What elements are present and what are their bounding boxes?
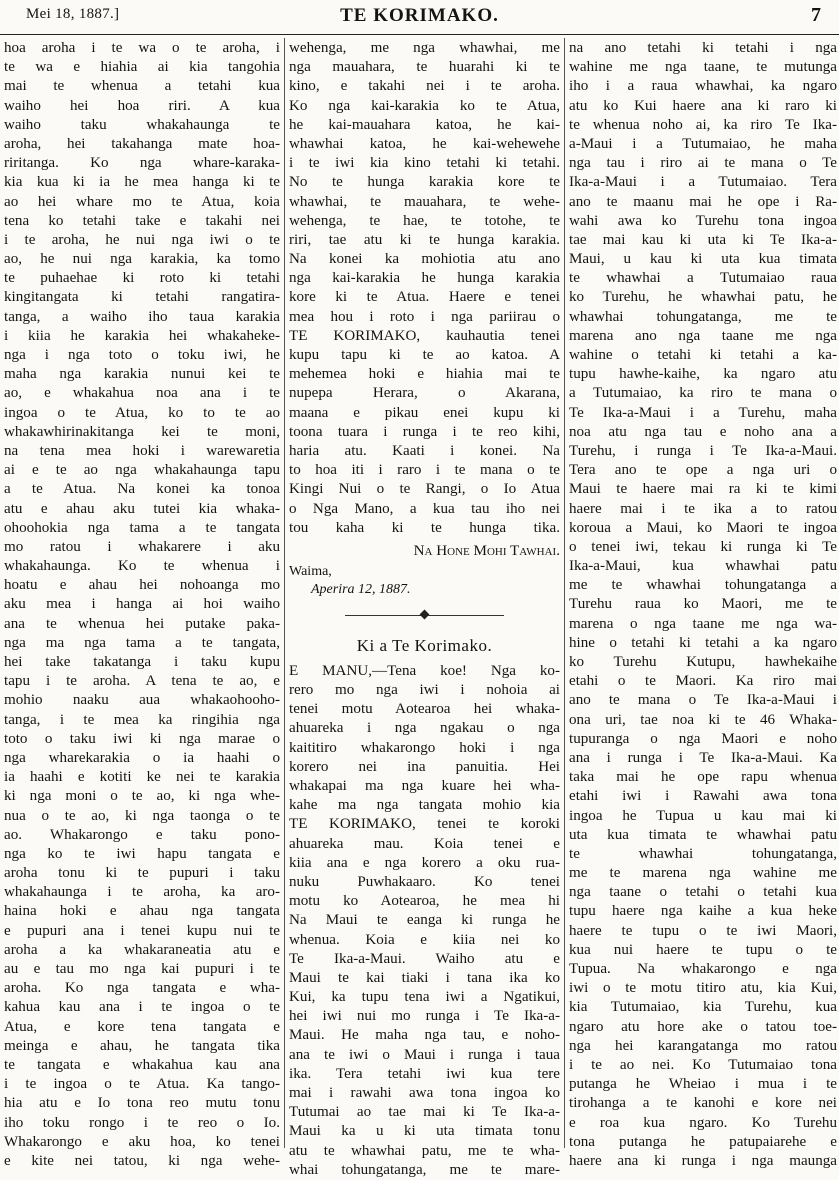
text-line: tupu haere nga kaihe a kua heke xyxy=(569,903,837,920)
text-line: ana i runga i Te Ika-a-Maui. Ka xyxy=(569,749,837,766)
text-line: TE KORIMAKO, kauhautia tenei xyxy=(289,327,560,344)
text-line: No te hunga karakia kore te xyxy=(289,174,560,191)
letter-signature: Na Hone Mohi Tawhai. xyxy=(413,542,560,559)
text-line: aku mea i hanga ai hoi waiho xyxy=(4,596,280,613)
text-line: ao, e whakahua noa ana i te xyxy=(4,385,280,402)
text-line: ona uri, tae noa ki te 46 Whaka- xyxy=(569,711,837,728)
text-line: mohio naaku aua whakaohooho- xyxy=(4,692,280,709)
text-line: whakawhirinakitanga kei te moni, xyxy=(4,423,280,440)
text-line: tona putanga he patupaiarehe e xyxy=(569,1133,837,1150)
column-3 xyxy=(569,39,837,1169)
text-line: haere te tupu o te iwi Maori, xyxy=(569,922,837,939)
text-line: aroha a ka whakaraneatia atu e xyxy=(4,941,280,958)
text-line: ngaro atu hore ake o tatou toe- xyxy=(569,1018,837,1035)
text-line: Tupua. Na whakarongo e nga xyxy=(569,961,837,977)
text-line: ana te iwi o Maui i runga i taua xyxy=(289,1046,560,1063)
text-line: waiho hei hoa riri. A kua xyxy=(4,97,280,114)
column-2-article-body xyxy=(289,662,560,1180)
text-line: hine o tetahi ki tetahi a ka ngaro xyxy=(569,634,837,651)
text-line: aroha tonu ki te pupuri i taku xyxy=(4,865,280,882)
text-line: atu te whawhai patu, me te wha- xyxy=(289,1142,560,1159)
text-line: e kite nei tatou, ki nga wehe- xyxy=(4,1152,280,1169)
text-line: korero nei ina panuitia. Hei xyxy=(289,758,560,775)
newspaper-title: TE KORIMAKO. xyxy=(340,5,499,26)
text-line: e pupuri ana i tenei kupu nui te xyxy=(4,922,280,939)
text-line: riri, tae atu ki te hunga karakia. xyxy=(289,231,560,248)
text-line: Tutumai ao tae mai ki Te Ika-a- xyxy=(289,1104,560,1121)
text-line: E MANU,—Tena koe! Nga ko- xyxy=(289,662,560,679)
text-line: nua o te ao, ki nga taonga o te xyxy=(4,807,280,824)
text-line: ingoa he Tupua u kau mai ki xyxy=(569,807,837,824)
text-line: Whakarongo e aku hoa, ko tenei xyxy=(4,1133,280,1150)
text-line: te wa e hiahia ai kia tangohia xyxy=(4,59,280,76)
text-line: Te Ika-a-Maui. Waiho atu e xyxy=(289,950,560,967)
text-line: haina hoki e ahau nga tangata xyxy=(4,903,280,920)
column-2 xyxy=(289,39,560,1178)
text-line: ia haahi e kotiti ke nei te karakia xyxy=(4,769,280,786)
text-line: tou kaha ki te hunga tika. xyxy=(289,519,560,536)
text-line: mai te whenua a tetahi kua xyxy=(4,78,280,95)
text-line: whakahaunga i te aroha, ka aro- xyxy=(4,884,280,901)
text-line: rero mo nga iwi i nohoia ai xyxy=(289,682,560,699)
issue-date: Mei 18, 1887.] xyxy=(26,6,120,22)
text-line: tanga, i te mea ka ringihia nga xyxy=(4,711,280,728)
text-line: tanga, a waiho iho taua karakia xyxy=(4,308,280,325)
text-line: te puhaehae ki roto ki tetahi xyxy=(4,270,280,287)
text-line: haria atu. Kaati i konei. Na xyxy=(289,442,560,459)
text-line: marena o nga taane me nga wa- xyxy=(569,615,837,632)
text-line: koroua a Maui, ko Maori te ingoa xyxy=(569,519,837,536)
column-1 xyxy=(4,39,280,1169)
text-line: Maui. He maha nga tau, e noho- xyxy=(289,1027,560,1044)
text-line: wahine o tetahi ki tetahi a ka- xyxy=(569,347,837,363)
page-number: 7 xyxy=(811,4,821,26)
text-line: whakapai ma nga kuare hei wha- xyxy=(289,778,560,794)
text-line: TE KORIMAKO, tenei te koroki xyxy=(289,816,560,833)
text-line: mo ratou i whakarere i aku xyxy=(4,538,280,555)
text-line: Na konei ka mohiotia atu ano xyxy=(289,251,560,268)
text-line: o Nga Mano, a kua tau iho nei xyxy=(289,500,560,517)
text-line: noa atu nga tau e noho ana a xyxy=(569,423,837,440)
text-line: wehenga, te hae, te totohe, te xyxy=(289,212,560,229)
text-line: iho toku rongo i te reo o Io. xyxy=(4,1114,280,1131)
text-line: te whenua noho ai, ka riro Te Ika- xyxy=(569,116,837,133)
text-line: Na Maui te eanga ki runga he xyxy=(289,912,560,929)
text-line: hei iwi nui mo runga i Te Ika-a- xyxy=(289,1008,560,1025)
text-line: ao hei whare mo te Atua, koia xyxy=(4,193,280,210)
text-line: etahi iwi i Rawahi awa tona xyxy=(569,788,837,805)
text-line: nga ko te iwi hapu tangata e xyxy=(4,845,280,862)
text-line: aroha, hei takahanga mate hoa- xyxy=(4,135,280,152)
text-line: te whawhai a Tutumaiao raua xyxy=(569,270,837,287)
column-rule xyxy=(284,38,285,1148)
text-line: tae mai kau ki uta ki Te Ika-a- xyxy=(569,231,837,248)
text-line: ko Turehu, he whawhai patu, he xyxy=(569,289,837,306)
letter-date: Aperira 12, 1887. xyxy=(311,581,411,597)
text-line: ana te whenua hei putake paka- xyxy=(4,615,280,632)
text-line: whakahaunga. Ko te whenua i xyxy=(4,558,280,575)
text-line: haere mai i te ika a to ratou xyxy=(569,500,837,517)
text-line: tapu i te aroha. A tena te ao, e xyxy=(4,673,280,690)
text-line: me te whawhai tohungatanga a xyxy=(569,577,837,594)
text-line: tupu hawhe-kaihe, ka ngaro atu xyxy=(569,366,837,383)
text-line: o tenei iwi, tekau ki runga ki Te xyxy=(569,538,837,555)
text-line: taka mai he ope rapu whenua xyxy=(569,769,837,786)
text-line: ingoa o te Atua, ko to te ao xyxy=(4,404,280,421)
text-line: mai i rawahi awa tona ingoa ko xyxy=(289,1085,560,1101)
text-line: ahuareka mau. Koia tenei e xyxy=(289,835,560,852)
column-rule xyxy=(564,38,565,1148)
text-line: Tera ano te ope a nga uri o xyxy=(569,462,837,479)
text-line: whawhai tohungatanga, me te xyxy=(569,308,837,325)
text-line: ki nga moni o te ao, ki nga whe- xyxy=(4,788,280,805)
text-line: me te marena nga wahine me xyxy=(569,865,837,882)
text-line: wahine me nga taane, te mutunga xyxy=(569,59,837,76)
text-line: nga hei karangatanga mo ratou xyxy=(569,1037,837,1054)
text-line: na tena mea hoki i warewaretia xyxy=(4,442,280,459)
text-line: marena ano nga taane me nga xyxy=(569,327,837,344)
text-line: hoatu e ahau hei nohoanga mo xyxy=(4,577,280,594)
text-line: Kui, ka tupu tena iwi a Ngatikui, xyxy=(289,989,560,1006)
text-line: nuku Puwhakaaro. Ko tenei xyxy=(289,873,560,890)
text-line: Maui ka u ki uta timata tonu xyxy=(289,1123,560,1140)
text-line: iwi o te motu titiro atu, kia Kui, xyxy=(569,980,837,997)
text-line: tena ko tetahi take e takahi nei xyxy=(4,212,280,229)
text-line: kore ki te Atua. Haere e tenei xyxy=(289,289,560,306)
text-line: Ika-a-Maui i a Tutumaiao. Tera xyxy=(569,174,837,191)
text-line: kingitangata ki tetahi rangatira- xyxy=(4,289,280,306)
text-line: tupuranga o nga Maori e noho xyxy=(569,730,837,747)
text-line: wehenga, me nga whawhai, me xyxy=(289,40,560,56)
text-line: mehemea hoki e hiahia mai te xyxy=(289,366,560,383)
text-line: waiho taku whakahaunga te xyxy=(4,116,280,133)
text-line: tenei motu Aotearoa hei whaka- xyxy=(289,701,560,718)
text-line: a te Atua. Na konei ka tonoa xyxy=(4,481,280,498)
text-line: to hoa iti i raro i te mana o te xyxy=(289,462,560,479)
text-line: a-Maui i a Tutumaiao, he maha xyxy=(569,135,837,152)
text-line: Kingi Nui o te Rangi, o Io Atua xyxy=(289,481,560,498)
text-line: ika. Tera tetahi iwi kua tere xyxy=(289,1065,560,1082)
text-line: nga mauahara, te huarahi ki te xyxy=(289,59,560,76)
text-line: te tangata e whakahua kau ana xyxy=(4,1056,280,1073)
text-line: nga i nga toto o toku iwi, he xyxy=(4,347,280,363)
text-line: wahi awa ko Turehu tona ingoa xyxy=(569,212,837,229)
text-line: whawhai katoa, he kai-wehewehe xyxy=(289,135,560,152)
text-line: ao, he nui nga karakia, ka tomo xyxy=(4,251,280,268)
text-line: Maui, u kau ki uta kua timata xyxy=(569,251,837,268)
text-line: maha nga karakia nunui kei te xyxy=(4,366,280,383)
text-line: Ika-a-Maui, kua whawhai patu xyxy=(569,558,837,575)
text-line: i kiia he karakia hei whakaheke- xyxy=(4,327,280,344)
text-line: kia Tutumaiao, kia Turehu, kua xyxy=(569,999,837,1016)
text-line: ano te maanu mai he ope i Ra- xyxy=(569,193,837,210)
text-line: whai tohungatanga, me te mare- xyxy=(289,1161,560,1178)
text-line: toto o taku iwi ki nga marae o xyxy=(4,730,280,747)
text-line: nga ma nga tama a te tangata, xyxy=(4,634,280,651)
letter-place: Waima, xyxy=(289,563,332,579)
text-line: Ko nga kai-karakia ko te Atua, xyxy=(289,97,560,114)
text-line: nga wharekarakia o ia haahi o xyxy=(4,749,280,766)
text-line: motu ko Aotearoa, he mea hi xyxy=(289,893,560,910)
text-line: Atua, e kore tena tangata e xyxy=(4,1018,280,1035)
text-line: Te Ika-a-Maui i a Turehu, maha xyxy=(569,404,837,421)
text-line: Maui te kai tiaki i tana ika ko xyxy=(289,969,560,986)
text-line: kiia ana e nga korero a oku rua- xyxy=(289,854,560,871)
column-2-article-end xyxy=(289,39,560,538)
text-line: hia atu e Io tona reo mutu tonu xyxy=(4,1095,280,1112)
text-line: he kai-mauahara katoa, he kai- xyxy=(289,116,560,133)
text-line: ko Turehu Kutupu, hawhekaihe xyxy=(569,654,837,670)
text-line: te whawhai tohungatanga, xyxy=(569,845,837,862)
text-line: etahi o te Maori. Ka riro mai xyxy=(569,673,837,690)
text-line: Turehu raua ko Maori, me te xyxy=(569,596,837,613)
text-line: ahuareka i nga ngakau o nga xyxy=(289,720,560,737)
text-line: atu e ahau aku tutei kia whaka- xyxy=(4,500,280,517)
page-header xyxy=(0,0,839,35)
article-divider xyxy=(289,598,560,636)
text-line: kua nui haere te tupu o te xyxy=(569,941,837,958)
text-line: i te ao nei. Ko Tutumaiao tona xyxy=(569,1056,837,1073)
text-line: i te ingoa o te Atua. Ka tango- xyxy=(4,1076,280,1093)
text-line: haere ana ki runga i nga maunga xyxy=(569,1152,837,1169)
text-line: riritanga. Ko nga whare-karaka- xyxy=(4,155,280,172)
text-line: kahua kau ana i te ingoa o te xyxy=(4,999,280,1016)
text-line: hoa aroha i te wa o te aroha, i xyxy=(4,40,280,56)
text-line: hei take takatanga i taku kupu xyxy=(4,654,280,670)
text-line: meinga e ahau, he tangata tika xyxy=(4,1037,280,1054)
text-line: Turehu, i runga i Te Ika-a-Maui. xyxy=(569,442,837,459)
text-line: a Tutumaiao, ka riro te mana o xyxy=(569,385,837,402)
text-line: au e tau mo nga kai pupuri i te xyxy=(4,961,280,977)
text-line: ai e te ao nga whakahaunga tapu xyxy=(4,462,280,479)
text-line: whenua. Koia e kiia nei ko xyxy=(289,931,560,948)
text-line: i te aroha, he nui nga iwi o te xyxy=(4,231,280,248)
text-line: kupu tapu ki te ao katoa. A xyxy=(289,347,560,363)
text-line: toona tuara i runga i te reo kihi, xyxy=(289,423,560,440)
text-line: nga kai-karakia he hunga karakia xyxy=(289,270,560,287)
article-title: Ki a Te Korimako. xyxy=(356,635,493,655)
text-line: ohoohokia nga tama a te tangata xyxy=(4,519,280,536)
text-line: whawhai, te mauahara, te wehe- xyxy=(289,193,560,210)
text-line: atu ko Kui haere ana ki raro ki xyxy=(569,97,837,114)
text-line: kino, e takahi nei i te aroha. xyxy=(289,78,560,95)
text-line: nga taane o tetahi o tetahi kua xyxy=(569,884,837,901)
text-line: tirohanga a te kanohi e kore nei xyxy=(569,1095,837,1112)
text-line: kaititiro whakarongo hoki i nga xyxy=(289,739,560,756)
text-line: e roa kua ngaro. Ko Turehu xyxy=(569,1114,837,1131)
text-line: kahe ma nga tangata mohio kia xyxy=(289,797,560,814)
text-line: maana e pikau enei kupu ki xyxy=(289,404,560,421)
text-line: i te iwi kia kino tetahi ki tetahi. xyxy=(289,155,560,172)
text-line: aroha. Ko nga tangata e wha- xyxy=(4,980,280,997)
text-line: na ano tetahi ki tetahi i nga xyxy=(569,40,837,56)
text-line: nga tau i riro ai te mana o Te xyxy=(569,155,837,172)
text-line: iho i a raua whawhai, ka ngaro xyxy=(569,78,837,95)
text-line: ao. Whakarongo e taku pono- xyxy=(4,826,280,843)
text-line: ano te mana o Te Ika-a-Maui i xyxy=(569,692,837,709)
text-line: Maui te haere mai ra ki te kimi xyxy=(569,481,837,498)
text-line: kia kua ki ia he mea hanga ki te xyxy=(4,174,280,191)
text-line: uta kua timata te whawhai patu xyxy=(569,826,837,843)
text-line: putanga he Wheiao i mua i te xyxy=(569,1076,837,1093)
text-line: mea hou i roto i nga pariirau o xyxy=(289,308,560,325)
text-line: nupepa Herara, o Akarana, xyxy=(289,385,560,402)
